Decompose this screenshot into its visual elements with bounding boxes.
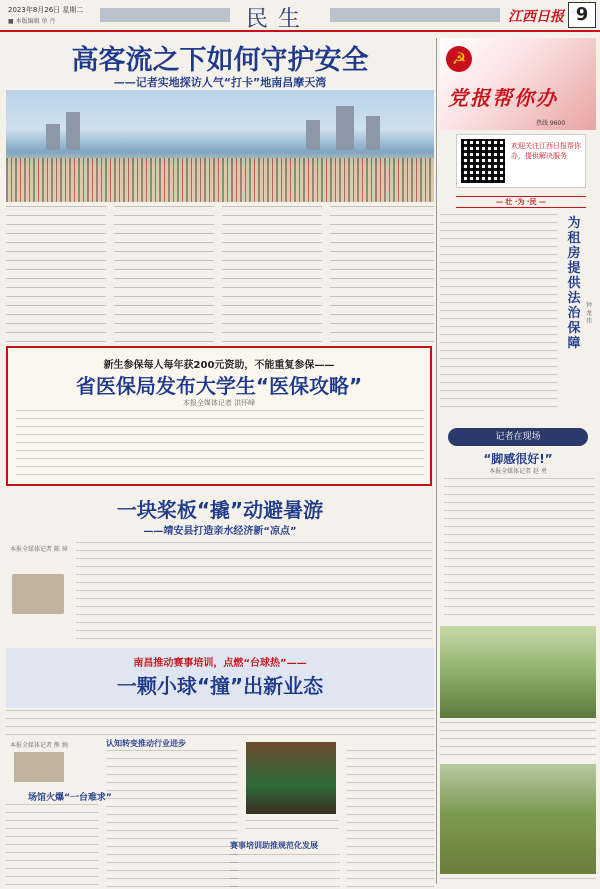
story4-byline: 本报全媒体记者 熊 婉: [10, 742, 68, 749]
party-emblem-icon: ☭: [446, 46, 472, 72]
onsite-headline: “脚感很好!”: [483, 452, 553, 466]
reporter-photo: [12, 574, 64, 614]
story4-body-column: [106, 750, 238, 889]
qr-promo: [456, 134, 586, 188]
photo-caption: [246, 820, 338, 836]
story4-section-head: 场馆火爆“一台难求”: [28, 793, 112, 803]
story3-body: [76, 542, 432, 642]
story4-body-column: [346, 750, 434, 889]
column-tag: — 壮 ·为 ·民 —: [456, 196, 586, 208]
sidebar-vertical-headline: 为租房提供法治保障: [567, 216, 581, 351]
story1-body: [6, 206, 434, 346]
story3-byline: 本报全媒体记者 陈 璋: [10, 546, 68, 553]
column-divider: [436, 38, 437, 884]
sidebar-vertical-byline: 钟龙伟: [586, 302, 593, 325]
photo-caption: [440, 722, 596, 756]
banner-title: 党报帮你办: [448, 86, 558, 110]
story4-lead: [6, 710, 434, 736]
banner-hotline: 热线 9600: [536, 120, 566, 127]
story2-boxed-article: [6, 346, 432, 486]
photo-building: [46, 124, 60, 150]
reporter-onsite-badge: 记者在现场: [448, 428, 588, 446]
story2-headline: 省医保局发布大学生“医保攻略”: [75, 374, 363, 398]
sidebar-photo-farmland: [440, 764, 596, 874]
story2-body: [16, 410, 424, 480]
story4-kicker: 南昌推动赛事培训，点燃“台球热”——: [133, 658, 307, 669]
qr-caption: 欢迎关注江西日报帮你办，提供解决服务: [511, 142, 581, 160]
photo-building: [336, 106, 354, 150]
story4-body-column: [6, 804, 98, 889]
story4-subhead: 赛事培训助推规范化发展: [230, 841, 318, 850]
photo-building: [366, 116, 380, 150]
header-decoration-left: [100, 8, 230, 22]
story4-headline: 一颗小球“撞”出新业态: [116, 674, 324, 698]
onsite-body: [444, 478, 594, 618]
story4-subhead: 认知转变推动行业进步: [106, 739, 186, 748]
sidebar-article-body: [440, 214, 558, 414]
story1-headline: 高客流之下如何守护安全: [71, 45, 369, 76]
photo-building: [66, 112, 80, 150]
photo-crowd: [6, 158, 434, 202]
qr-code-icon: [461, 139, 505, 183]
story2-kicker: 新生参保每人每年获200元资助，不能重复参保——: [103, 360, 335, 371]
text-column: [6, 206, 106, 346]
story3-headline: 一块桨板“撬”动避暑游: [116, 498, 324, 522]
story4-photo-billiards: [246, 742, 336, 814]
story1-subtitle: ——记者实地探访人气“打卡”地南昌摩天湾: [113, 76, 327, 89]
party-help-banner: [440, 38, 596, 130]
issue-date: 2023年8月26日 星期二: [8, 6, 84, 14]
header-decoration-right: [330, 8, 500, 22]
story2-byline: 本报全媒体记者 洪怀峰: [182, 399, 256, 407]
onsite-byline: 本报全媒体记者 赵 勇: [489, 468, 547, 475]
section-name: 民生: [246, 7, 311, 32]
photo-caption: [440, 878, 596, 886]
reporter-photo: [14, 752, 64, 782]
text-column: [222, 206, 322, 346]
sidebar-photo-field-workers: [440, 626, 596, 718]
newspaper-logo: 江西日报: [508, 9, 564, 25]
photo-building: [306, 120, 320, 150]
text-column: [330, 206, 434, 346]
page-number: 9: [568, 2, 596, 28]
page-editor: ■ 本版编辑 单 丹: [8, 18, 56, 25]
text-column: [114, 206, 214, 346]
page-header: [0, 0, 600, 32]
story3-subtitle: ——靖安县打造亲水经济新“凉点”: [143, 526, 297, 537]
story4-body-column: [230, 854, 340, 889]
story1-photo-beach-crowd: [6, 90, 434, 202]
